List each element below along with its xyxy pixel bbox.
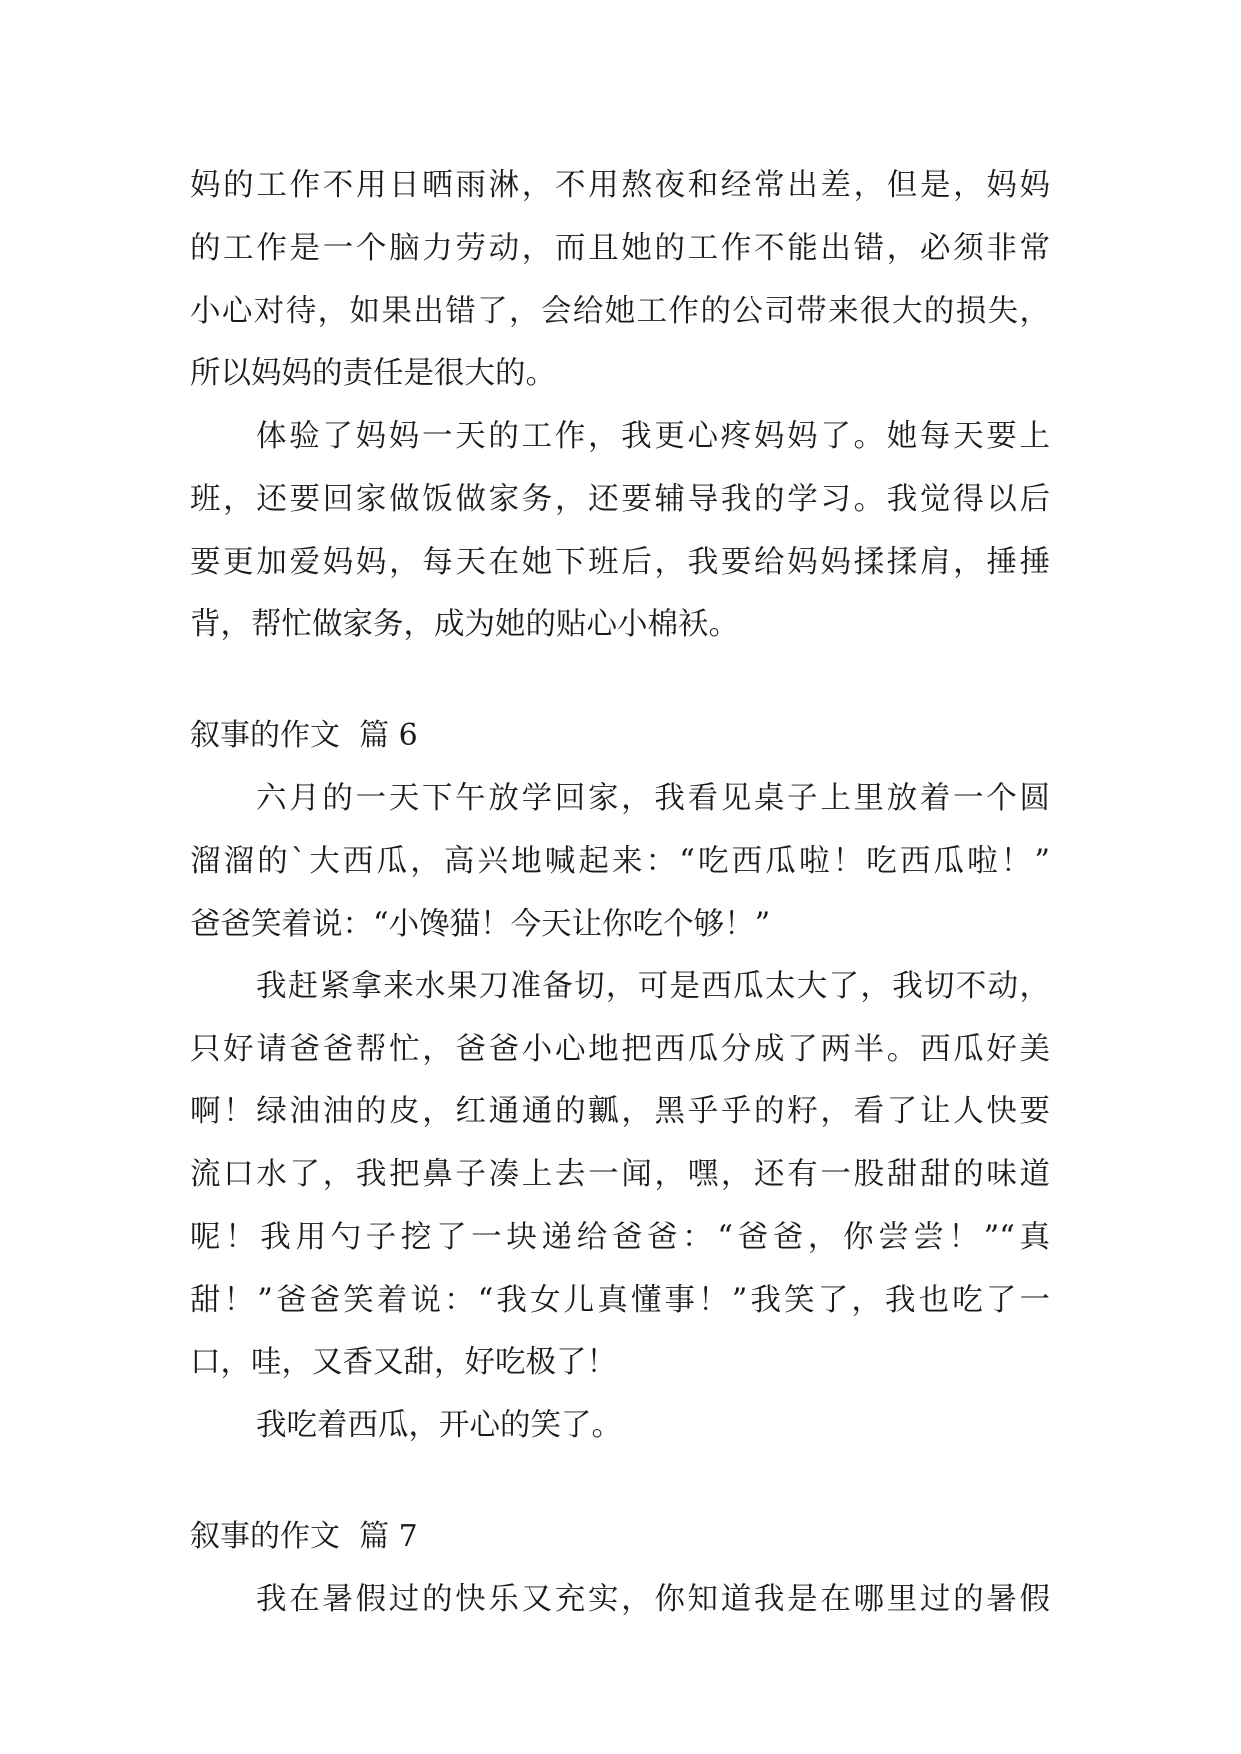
text-line: 只好请爸爸帮忙，爸爸小心地把西瓜分成了两半。西瓜好美: [190, 1032, 1050, 1067]
text-line: 妈的工作不用日晒雨淋，不用熬夜和经常出差，但是，妈妈: [190, 168, 1050, 203]
text-line: 背，帮忙做家务，成为她的贴心小棉袄。: [190, 607, 739, 642]
text-line: 啊！绿油油的皮，红通通的瓤，黑乎乎的籽，看了让人快要: [190, 1094, 1050, 1129]
text-line: 溜溜的`大西瓜，高兴地喊起来：“吃西瓜啦！吃西瓜啦！”: [190, 844, 1050, 879]
text-line: 呢！我用勺子挖了一块递给爸爸：“爸爸，你尝尝！”“真: [190, 1220, 1050, 1255]
text-line: 小心对待，如果出错了，会给她工作的公司带来很大的损失，: [190, 294, 1050, 329]
text-line: 的工作是一个脑力劳动，而且她的工作不能出错，必须非常: [190, 231, 1050, 266]
text-line: 流口水了，我把鼻子凑上去一闻，嘿，还有一股甜甜的味道: [190, 1157, 1050, 1192]
text-line: 我在暑假过的快乐又充实，你知道我是在哪里过的暑假: [256, 1582, 1050, 1617]
text-line: 甜！”爸爸笑着说：“我女儿真懂事！”我笑了，我也吃了一: [190, 1283, 1050, 1318]
text-line: 爸爸笑着说：“小馋猫！今天让你吃个够！”: [190, 907, 771, 942]
text-line: 口，哇，又香又甜，好吃极了！: [190, 1345, 617, 1380]
section-heading: 叙事的作文 篇 6: [190, 718, 418, 753]
text-line: 要更加爱妈妈，每天在她下班后，我要给妈妈揉揉肩，捶捶: [190, 545, 1050, 580]
text-line: 体验了妈妈一天的工作，我更心疼妈妈了。她每天要上: [256, 419, 1050, 454]
text-line: 所以妈妈的责任是很大的。: [190, 356, 556, 391]
text-line: 班，还要回家做饭做家务，还要辅导我的学习。我觉得以后: [190, 482, 1050, 517]
text-line: 我赶紧拿来水果刀准备切，可是西瓜太大了，我切不动，: [256, 969, 1050, 1004]
text-line: 我吃着西瓜，开心的笑了。: [256, 1408, 622, 1443]
section-heading: 叙事的作文 篇 7: [190, 1519, 418, 1554]
text-line: 六月的一天下午放学回家，我看见桌子上里放着一个圆: [256, 781, 1050, 816]
